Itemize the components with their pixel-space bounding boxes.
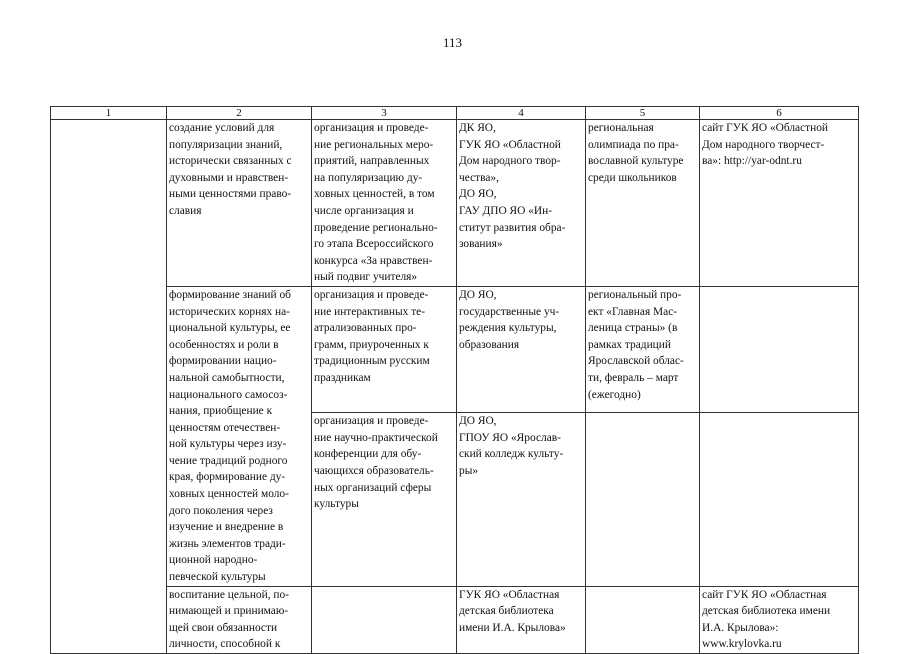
table-cell-activity: организация и проведе- ние интерактивных те- атрализованных про- грамм, приуроченных к традиционным русским праздникам xyxy=(312,286,457,412)
table-cell-responsible: ГУК ЯО «Областная детская библиотека имени И.А. Крылова» xyxy=(457,586,586,653)
table-cell-source: сайт ГУК ЯО «Областная детская библиотека имени И.А. Крылова»: www.krylovka.ru xyxy=(700,586,859,653)
activities-table xyxy=(50,106,859,654)
table-cell-source: сайт ГУК ЯО «Областной Дом народного творчест- ва»: http://yar-odnt.ru xyxy=(700,120,859,287)
table-cell-project xyxy=(586,413,700,586)
column-header-3: 3 xyxy=(312,107,457,120)
column-header-6: 6 xyxy=(700,107,859,120)
table-cell-task: воспитание цельной, по- нимающей и принимаю- щей свои обязанности личности, способной к xyxy=(167,586,312,653)
table-cell-responsible: ДО ЯО, ГПОУ ЯО «Ярослав- ский колледж культу- ры» xyxy=(457,413,586,586)
table-row xyxy=(51,586,859,653)
column-header-4: 4 xyxy=(457,107,586,120)
table-cell-project: региональная олимпиада по пра- вославной культуре среди школьников xyxy=(586,120,700,287)
column-header-5: 5 xyxy=(586,107,700,120)
column-header-1: 1 xyxy=(51,107,167,120)
table-cell-responsible: ДО ЯО, государственные уч- реждения культуры, образования xyxy=(457,286,586,412)
page-number: 113 xyxy=(442,35,463,50)
table-cell-responsible: ДК ЯО, ГУК ЯО «Областной Дом народного твор- чества», ДО ЯО, ГАУ ДПО ЯО «Ин- ститут развития обра- зования» xyxy=(457,120,586,287)
table-cell-activity: организация и проведе- ние научно-практической конференции для обу- чающихся образователь- ных организаций сферы культуры xyxy=(312,413,457,586)
table-cell-task: создание условий для популяризации знаний, исторически связанных с духовными и нравствен- ными ценностями право- славия xyxy=(167,120,312,287)
table-row xyxy=(51,120,859,287)
table-header-row xyxy=(51,107,859,120)
table-cell-source xyxy=(700,413,859,586)
table-cell-activity: организация и проведе- ние региональных меро- приятий, направленных на популяризацию ду- ховных ценностей, в том числе организация и проведение регионально- го этапа Всероссийского конкурса «За нравствен- ный подвиг учителя» xyxy=(312,120,457,287)
table-cell-task: формирование знаний об исторических корнях на- циональной культуры, ее особенностях и роли в формировании нацио- нальной самобытности, национального самосоз- нания, приобщение к ценностям отечествен- ной культуры через изу- чение традиций родного края, формирование ду- ховных ценностей моло- дого поколения через изучение и внедрение в жизнь элементов тради- ционной народно- певческой культуры xyxy=(167,286,312,586)
table-row xyxy=(51,286,859,412)
table-cell-source xyxy=(700,286,859,412)
table-cell-activity xyxy=(312,586,457,653)
table-cell-project: региональный про- ект «Главная Мас- леница страны» (в рамках традиций Ярославской облас- ти, февраль – март (ежегодно) xyxy=(586,286,700,412)
table-cell-col1 xyxy=(51,120,167,654)
column-header-2: 2 xyxy=(167,107,312,120)
table-cell-project xyxy=(586,586,700,653)
